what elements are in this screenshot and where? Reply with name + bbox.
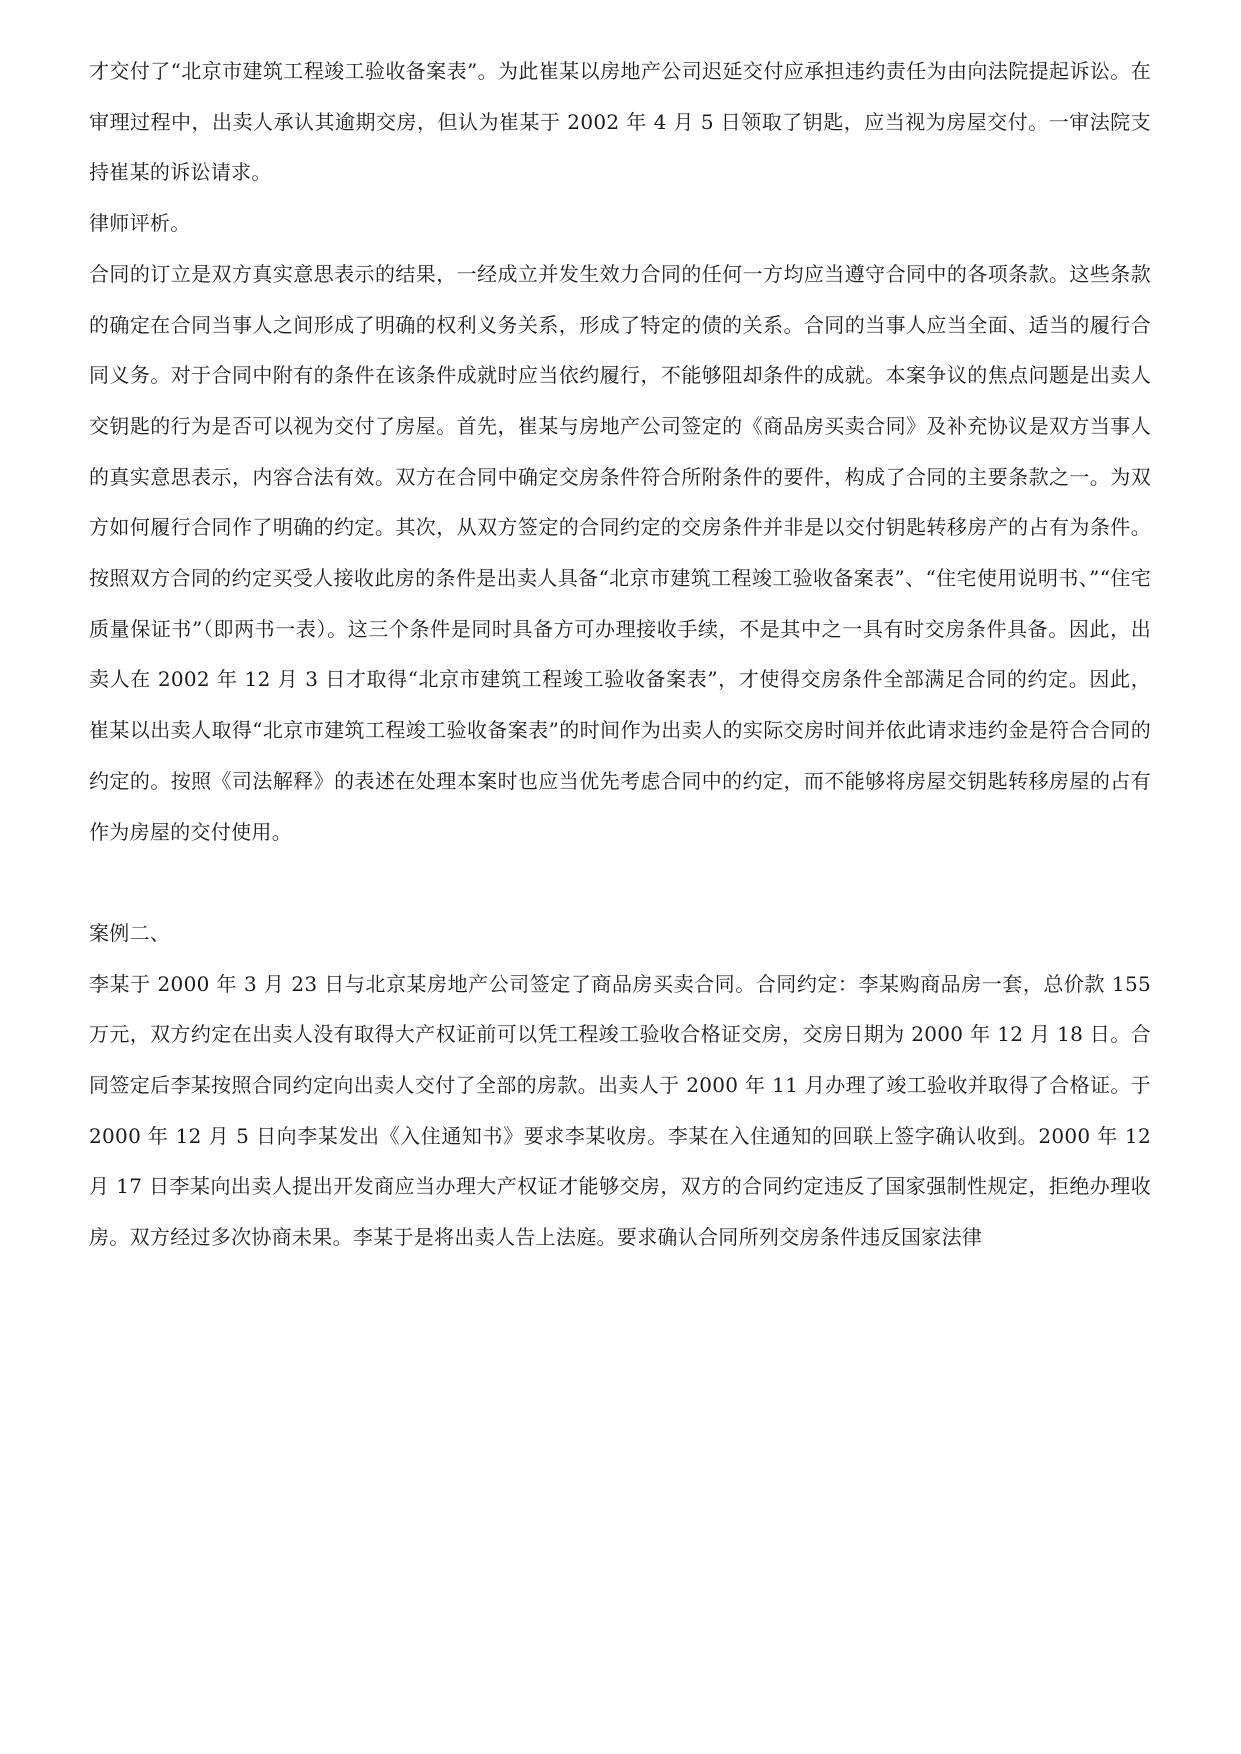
paragraph-gap — [89, 857, 1151, 908]
paragraph-lawyer-analysis: 合同的订立是双方真实意思表示的结果，一经成立并发生效力合同的任何一方均应当遵守合同中的各项条款。这些条款的确定在合同当事人之间形成了明确的权利义务关系，形成了特定的债的关系。合同的当事人应当全面、适当的履行合同义务。对于合同中附有的条件在该条件成就时应当依约履行，不能够阻却条件的成就。本案争议的焦点问题是出卖人交钥匙的行为是否可以视为交付了房屋。首先，崔某与房地产公司签定的《商品房买卖合同》及补充协议是双方当事人的真实意思表示，内容合法有效。双方在合同中确定交房条件符合所附条件的要件，构成了合同的主要条款之一。为双方如何履行合同作了明确的约定。其次，从双方签定的合同约定的交房条件并非是以交付钥匙转移房产的占有为条件。按照双方合同的约定买受人接收此房的条件是出卖人具备“北京市建筑工程竣工验收备案表”、“住宅使用说明书、”“住宅质量保证书”（即两书一表）。这三个条件是同时具备方可办理接收手续，不是其中之一具有时交房条件具备。因此，出卖人在 2002 年 12 月 3 日才取得“北京市建筑工程竣工验收备案表”，才使得交房条件全部满足合同的约定。因此，崔某以出卖人取得“北京市建筑工程竣工验收备案表”的时间作为出卖人的实际交房时间并依此请求违约金是符合合同的约定的。按照《司法解释》的表述在处理本案时也应当优先考虑合同中的约定，而不能够将房屋交钥匙转移房屋的占有作为房屋的交付使用。 — [89, 261, 1151, 844]
paragraph-case-two-facts: 李某于 2000 年 3 月 23 日与北京某房地产公司签定了商品房买卖合同。合同约定：李某购商品房一套，总价款 155 万元，双方约定在出卖人没有取得大产权证前可以凭工程竣工验收合格证交房，交房日期为 2000 年 12 月 18 日。合同签定后李某按照合同约定向出卖人交付了全部的房款。出卖人于 2000 年 11 月办理了竣工验收并取得了合格证。于 2000 年 12 月 5 日向李某发出《入住通知书》要求李某收房。李某在入住通知的回联上签字确认收到。2000 年 12 月 17 日李某向出卖人提出开发商应当办理大产权证才能够交房，双方的合同约定违反了国家强制性规定，拒绝办理收房。双方经过多次协商未果。李某于是将出卖人告上法庭。要求确认合同所列交房条件违反国家法律 — [89, 971, 1151, 1250]
document-page — [89, 46, 1151, 1263]
heading-case-two: 案例二、 — [89, 920, 171, 945]
paragraph-case-one-conclusion: 才交付了“北京市建筑工程竣工验收备案表”。为此崔某以房地产公司迟延交付应承担违约责任为由向法院提起诉讼。在审理过程中，出卖人承认其逾期交房，但认为崔某于 2002 年 4 月 5 日领取了钥匙，应当视为房屋交付。一审法院支持崔某的诉讼请求。 — [89, 59, 1151, 185]
heading-lawyer-analysis: 律师评析。 — [89, 211, 191, 236]
